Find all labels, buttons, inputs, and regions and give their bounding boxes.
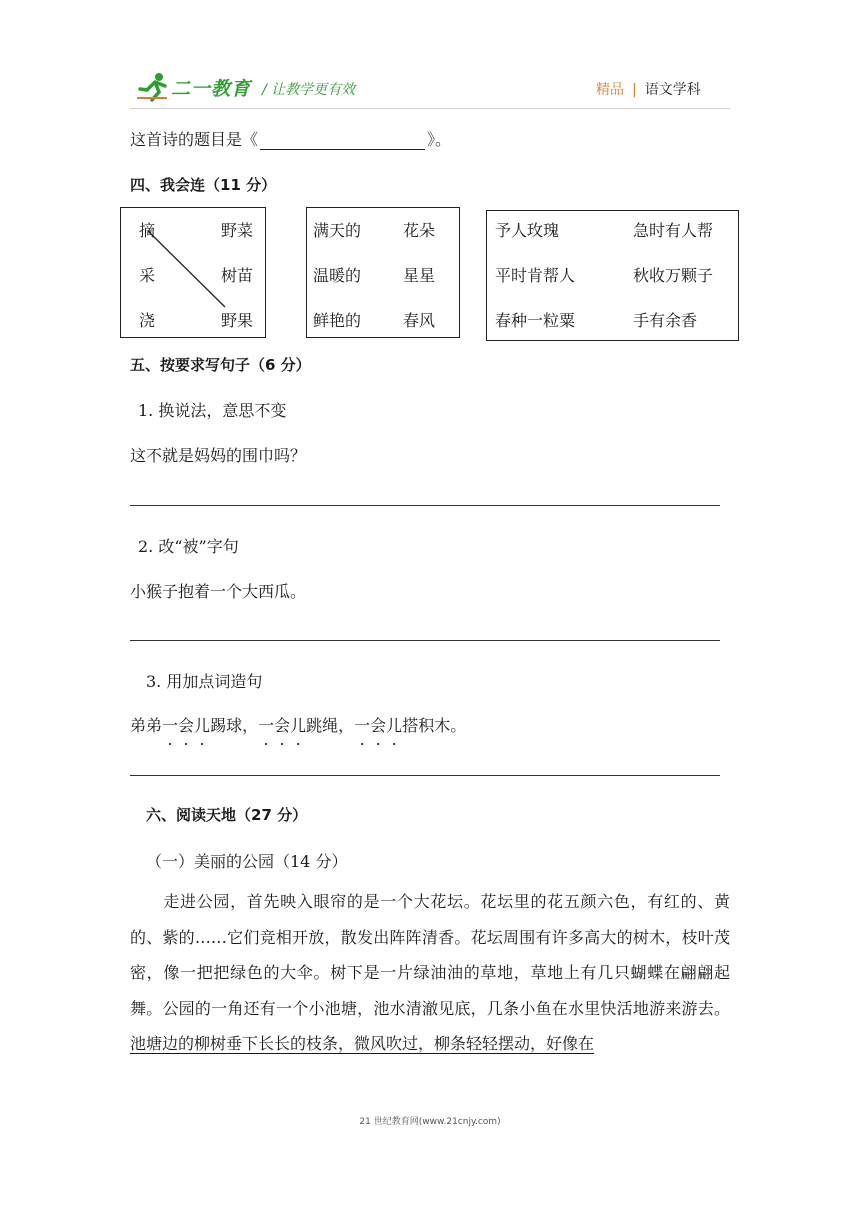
box2-left-2[interactable]: 温暖的 <box>313 266 362 285</box>
section6-title: 六、阅读天地（27 分） <box>146 806 308 824</box>
box3-left-3[interactable]: 春种一粒粟 <box>495 311 576 330</box>
q2-answer-line[interactable] <box>130 640 720 641</box>
box2-right-3[interactable]: 春风 <box>403 311 436 330</box>
logo <box>137 72 255 102</box>
q3-sentence <box>130 713 466 736</box>
emphasis-char: 儿 <box>386 716 403 735</box>
box1-right-2[interactable]: 树苗 <box>221 266 254 285</box>
box1-left-2[interactable]: 采 <box>139 266 156 285</box>
box2-left-1[interactable]: 满天的 <box>313 221 362 240</box>
poem-title-suffix: 》。 <box>427 130 452 149</box>
box3-right-2[interactable]: 秋收万颗子 <box>633 266 714 285</box>
q2-sentence: 小猴子抱着一个大西瓜。 <box>130 582 307 601</box>
emphasis-char: 一 <box>258 716 275 735</box>
poem-title-question <box>130 127 451 150</box>
header-subject-label: 语文学科 <box>644 82 701 98</box>
q3-part: 踢球， <box>210 716 259 735</box>
passage-text: 走进公园，首先映入眼帘的是一个大花坛。花坛里的花五颜六色，有红的、黄的、紫的……它们竞相开放，散发出阵阵清香。花坛周围有许多高大的树木，枝叶茂密，像一把把绿色的大伞。树下是一片绿油油的草地，草地上有几只蝴蝶在翩翩起舞。公园的一角还有一个小池塘，池水清澈见底，几条小鱼在水里快活地游来游去。 <box>130 892 730 1018</box>
box3-right-1[interactable]: 急时有人帮 <box>633 221 714 240</box>
header-divider <box>130 108 730 109</box>
box3-left-1[interactable]: 予人玫瑰 <box>495 221 560 240</box>
q1-answer-line[interactable] <box>130 505 720 506</box>
box2-left-3[interactable]: 鲜艳的 <box>313 311 362 330</box>
q2-label: 2. 改“被”字句 <box>138 537 239 556</box>
section4-title: 四、我会连（11 分） <box>130 176 277 194</box>
emphasis-char: 儿 <box>194 716 211 735</box>
q3-part: 跳绳， <box>306 716 355 735</box>
q3-dotted-word <box>354 716 402 735</box>
box1-left-1[interactable]: 摘 <box>139 221 156 240</box>
q3-label: 3. 用加点词造句 <box>146 672 263 691</box>
q3-dotted-word <box>162 716 210 735</box>
box3-right-3[interactable]: 手有余香 <box>633 311 698 330</box>
reading-passage <box>130 884 730 1062</box>
header-brand: 精品 <box>596 82 624 98</box>
poem-title-blank[interactable] <box>260 133 425 150</box>
match-box-1 <box>120 207 266 338</box>
header-separator: | <box>632 82 637 98</box>
q3-part: 搭积木。 <box>402 716 467 735</box>
box3-left-2[interactable]: 平时肯帮人 <box>495 266 576 285</box>
logo-text: 二一教育 <box>171 78 252 100</box>
runner-logo-icon <box>137 72 171 102</box>
header-slogan: / 让教学更有效 <box>262 82 356 98</box>
box1-right-1[interactable]: 野菜 <box>221 221 254 240</box>
page-footer: 21 世纪教育网(www.21cnjy.com) <box>359 1117 501 1127</box>
q1-sentence: 这不就是妈妈的围巾吗？ <box>130 446 307 465</box>
emphasis-char: 一 <box>354 716 371 735</box>
emphasis-char: 会 <box>370 716 387 735</box>
box2-right-2[interactable]: 星星 <box>403 266 436 285</box>
section5-title: 五、按要求写句子（6 分） <box>130 356 311 374</box>
q3-part: 弟弟 <box>130 716 163 735</box>
header-subject <box>596 79 701 99</box>
emphasis-char: 会 <box>274 716 291 735</box>
box1-left-3[interactable]: 浇 <box>139 311 156 330</box>
box2-right-1[interactable]: 花朵 <box>403 221 436 240</box>
box1-right-3[interactable]: 野果 <box>221 311 254 330</box>
poem-title-prefix: 这首诗的题目是《 <box>130 130 259 149</box>
passage-underlined-text: 池塘边的柳树垂下长长的枝条，微风吹过，柳条轻轻摆动，好像在 <box>130 1034 595 1053</box>
match-box-3 <box>486 210 739 341</box>
q3-dotted-word <box>258 716 306 735</box>
match-box-2 <box>306 207 460 338</box>
q3-answer-line[interactable] <box>130 775 720 776</box>
reading-subtitle: （一）美丽的公园（14 分） <box>146 852 348 871</box>
emphasis-char: 儿 <box>290 716 307 735</box>
emphasis-char: 一 <box>162 716 179 735</box>
emphasis-char: 会 <box>178 716 195 735</box>
q1-label: 1. 换说法，意思不变 <box>138 401 287 420</box>
